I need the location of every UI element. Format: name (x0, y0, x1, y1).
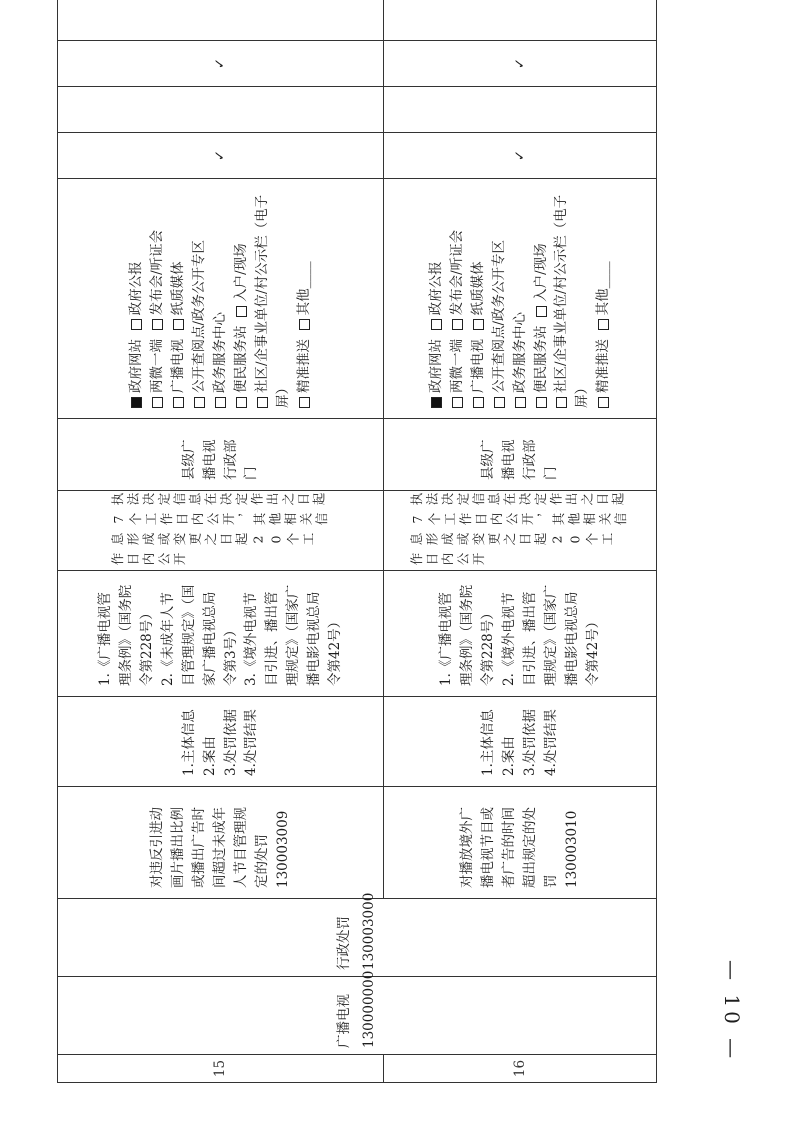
checkbox[interactable] (152, 397, 163, 408)
time-limit-cell (58, 491, 384, 571)
checkbox[interactable] (215, 397, 226, 408)
mark-cell (58, 87, 384, 133)
checkbox[interactable] (515, 397, 526, 408)
content-line: 4.处罚结果 (542, 709, 559, 776)
checkbox[interactable] (473, 397, 484, 408)
channels-cell (58, 179, 384, 419)
channel-label: 社区/企事业单位/村公示栏（电子屏） (553, 194, 591, 408)
channel-label: 公开查阅点/政务公开专区 (191, 239, 208, 393)
channel-label: 社区/企事业单位/村公示栏（电子屏） (253, 194, 291, 408)
subcategory-name: 行政处罚 (336, 916, 353, 970)
channel-line (126, 189, 147, 408)
basis-line: 2.《未成年人节目管理规定》（国家广播电视总局令第3号） (159, 584, 239, 686)
channel-line (468, 189, 489, 408)
time-limit-text: 执法决定信息在决定作出之日起7个工作日内公开，其他相关信息形成或变更之日起20个工作日内公开 (110, 492, 331, 567)
table-row (58, 0, 384, 1083)
channel-label: 广播电视 (170, 339, 187, 393)
channel-label: 发布会/听证会 (448, 229, 465, 316)
channel-label: 其他____ (595, 261, 612, 316)
channel-line (447, 189, 468, 408)
content-line: 1.主体信息 (480, 709, 497, 776)
channel-label: 政务服务中心 (212, 312, 229, 393)
checkbox[interactable] (431, 319, 442, 330)
content-line: 3.处罚依据 (222, 709, 239, 776)
channel-line (593, 189, 614, 408)
channel-line (231, 189, 252, 408)
basis-line: 1.《广播电视管理条例》（国务院令第228号） (97, 584, 155, 686)
content-line: 3.处罚依据 (522, 709, 539, 776)
channel-label: 政府公报 (128, 261, 145, 316)
channel-label: 两微一端 (448, 339, 465, 393)
checkbox[interactable] (236, 306, 247, 317)
checkbox[interactable] (556, 397, 567, 408)
channel-label: 精准推送 (595, 339, 612, 393)
channel-line (531, 189, 552, 408)
basis-line: 1.《广播电视管理条例》（国务院令第228号） (438, 584, 497, 686)
checkbox-checked[interactable] (131, 397, 142, 408)
channel-label: 入户/现场 (532, 243, 549, 302)
checkbox[interactable] (452, 319, 463, 330)
checkbox[interactable] (494, 397, 505, 408)
channel-line (294, 189, 315, 408)
mark-cell: ✓ (58, 133, 384, 179)
channel-label: 政府网站 (128, 339, 145, 393)
mark-cell: ✓ (384, 133, 657, 179)
channel-label: 精准推送 (295, 339, 312, 393)
content-line: 2.案由 (501, 736, 518, 776)
checkbox[interactable] (299, 319, 310, 330)
rotated-table-wrapper (57, 43, 657, 1083)
channel-line (210, 189, 231, 408)
category-code: 130000000 (361, 970, 377, 1048)
disclosure-table (57, 0, 657, 1083)
checkbox[interactable] (598, 397, 609, 408)
page-number: — 10 — (720, 960, 744, 1063)
category-cell (58, 970, 657, 1055)
checkbox[interactable] (536, 397, 547, 408)
checkbox[interactable] (131, 319, 142, 330)
basis-line: 2.《境外电视节目引进、播出管理规定》（国家广播电影电视总局令第42号） (501, 584, 601, 686)
channel-label: 便民服务站 (233, 325, 249, 393)
channel-label: 其他____ (295, 261, 312, 316)
channel-label: 政务服务中心 (511, 312, 528, 393)
subcategory-code: 130003000 (361, 892, 377, 970)
category-name: 广播电视 (336, 994, 353, 1048)
channel-line (189, 189, 210, 408)
mark-cell (384, 0, 657, 41)
channel-label: 入户/现场 (233, 243, 249, 302)
channel-line (426, 189, 447, 408)
checkbox-checked[interactable] (431, 397, 442, 408)
channel-label: 纸质媒体 (170, 261, 187, 316)
basis-cell (58, 571, 384, 697)
checkbox[interactable] (536, 306, 547, 317)
subcategory-cell (58, 892, 657, 977)
checkbox[interactable] (173, 397, 184, 408)
item-cell: 对违反引进动画片播出比例或播出广告时间超过未成年人节目管理规定的处罚 130003009 (58, 787, 384, 899)
row-index: 16 (384, 1055, 657, 1083)
channel-label: 政府公报 (427, 261, 444, 316)
checkbox[interactable] (299, 397, 310, 408)
item-cell: 对播放境外广播电视节目或者广告的时间超出规定的处罚 130003010 (384, 787, 657, 899)
time-limit-cell (384, 491, 657, 571)
row-index: 15 (58, 1055, 384, 1083)
channel-label: 两微一端 (149, 339, 166, 393)
subject-cell: 县级广播电视行政部门 (58, 419, 384, 491)
channel-line (510, 189, 531, 408)
time-limit-text: 执法决定信息在决定作出之日起7个工作日内公开，其他相关信息形成或变更之日起20个工作日内公开 (410, 492, 630, 567)
mark-cell (384, 87, 657, 133)
channel-line (168, 189, 189, 408)
subject-cell: 县级广播电视行政部门 (384, 419, 657, 491)
checkbox[interactable] (473, 319, 484, 330)
checkbox[interactable] (257, 397, 268, 408)
channel-label: 广播电视 (469, 339, 486, 393)
channel-line (252, 189, 294, 408)
content-line: 1.主体信息 (180, 709, 197, 776)
content-line: 4.处罚结果 (243, 709, 260, 776)
channel-line (489, 189, 510, 408)
channel-label: 公开查阅点/政务公开专区 (490, 239, 507, 393)
checkbox[interactable] (236, 397, 247, 408)
channel-label: 政府网站 (427, 339, 444, 393)
channels-cell (384, 179, 657, 419)
basis-line: 3.《境外电视节目引进、播出管理规定》（国家广播电影电视总局令第42号） (243, 584, 344, 686)
mark-cell: ✓ (58, 41, 384, 87)
checkbox[interactable] (173, 319, 184, 330)
channel-label: 纸质媒体 (469, 261, 486, 316)
basis-cell (384, 571, 657, 697)
channel-line (147, 189, 168, 408)
channel-line (551, 189, 593, 408)
channel-label: 发布会/听证会 (149, 229, 166, 316)
content-cell (58, 697, 384, 787)
mark-cell: ✓ (384, 41, 657, 87)
checkbox[interactable] (452, 397, 463, 408)
content-line: 2.案由 (201, 736, 218, 776)
checkbox[interactable] (152, 319, 163, 330)
checkbox[interactable] (194, 397, 205, 408)
checkbox[interactable] (598, 319, 609, 330)
mark-cell (58, 0, 384, 41)
channel-label: 便民服务站 (532, 325, 549, 393)
content-cell (384, 697, 657, 787)
